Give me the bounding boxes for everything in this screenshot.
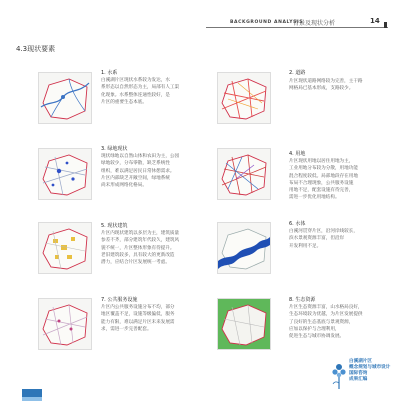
item-description [289, 78, 363, 93]
buildings-map [38, 222, 92, 274]
description-line: 片区现状道路网络较为完善，主干路 [289, 79, 363, 84]
water-system-map [38, 72, 92, 124]
item-title: 7. 公共服务设施 [101, 297, 138, 303]
logo-line: 白溪湖片区 [349, 359, 372, 364]
description-line: 貌不统一，片区整体形象有待提升。 [101, 245, 175, 251]
description-line: 应加以保护与合理利用， [289, 326, 340, 332]
description-line: 片区现状用地以居住用地为主， [289, 159, 354, 164]
water-body-map [217, 222, 271, 274]
description-line: 化现象。水系整体连通性较好，是 [101, 92, 170, 98]
description-line: 布局不合理现象，公共服务设施 [289, 180, 354, 186]
description-line: 绿地较少，分布零散，缺乏系统性 [101, 161, 170, 167]
item-description [289, 304, 363, 340]
logo-line: 成果汇编 [349, 377, 368, 382]
item-description [101, 153, 179, 189]
flower-logo-icon [330, 361, 348, 391]
description-line: 尚未形成网络化格局。 [101, 183, 147, 189]
description-line: 老旧建筑较多，具有较大的更新改造 [101, 252, 175, 258]
item-description [101, 304, 175, 333]
description-line: 工业用地分布较为分散，用地功能 [289, 166, 358, 172]
project-logo [330, 353, 396, 403]
item-title: 1. 水系 [101, 70, 118, 76]
item-title: 3. 绿地现状 [101, 146, 128, 152]
description-line: 参差不齐，部分建筑年代较久，建筑风 [101, 238, 180, 244]
footer-accent-bar [22, 389, 42, 397]
item-description [101, 230, 179, 266]
description-line: 需进一步优化用地结构。 [289, 195, 340, 201]
item-title: 4. 用地 [289, 151, 306, 157]
item-description [101, 77, 179, 106]
header-marker [384, 22, 387, 28]
description-line: 片区生态资源丰富，山水格局良好， [289, 305, 363, 310]
description-line: 促进生态与城市协调发展。 [289, 334, 345, 340]
description-line: 片区内现状建筑以多层为主，建筑质量 [101, 231, 180, 236]
description-line: 组织，难以满足居民日常休憩需求。 [101, 168, 175, 174]
description-line: 了良好的生态基底与景观资源， [289, 319, 354, 325]
description-line: 系形态以自然形态为主，局部有人工渠 [101, 85, 180, 91]
header-english-title: BACKGROUND ANALYSIS [230, 20, 304, 25]
description-line: 开发利用不足。 [289, 243, 322, 249]
description-line: 白溪湖片区现状水系较为发达，水 [101, 78, 170, 83]
page-number: 14 [370, 17, 380, 25]
description-line: 生态环境较为优越，为片区发展提供 [289, 312, 363, 318]
description-line: 潜力，应结合片区发展统一考虑。 [101, 260, 170, 266]
logo-line: 国际咨询 [349, 371, 368, 376]
description-line: 白溪河贯穿片区，沿河岸线较长， [289, 229, 358, 234]
page-header [0, 0, 400, 30]
item-description [289, 228, 358, 250]
description-line: 滨水景观资源丰富，但沿岸 [289, 236, 345, 242]
header-chinese-title: 背景及现状分析 [293, 20, 336, 27]
description-line: 求，需进一步完善配套。 [101, 326, 152, 332]
public-facilities-map [38, 298, 92, 350]
green-space-map [38, 148, 92, 200]
description-line: 能力有限，难以满足片区未来发展需 [101, 319, 175, 325]
description-line: 片区的重要生态本底。 [101, 99, 147, 105]
ecological-resources-map [217, 298, 271, 350]
description-line: 混合程度较低。局部地段存在用地 [289, 173, 358, 179]
description-line: 现状绿地以自然山体和农田为主，公园 [101, 154, 180, 159]
description-line: 片区内部缺乏开敞空间，绿地系统 [101, 175, 170, 181]
item-title: 5. 现状建筑 [101, 223, 128, 229]
header-rule [206, 27, 388, 28]
roads-map [217, 72, 271, 124]
item-title: 2. 道路 [289, 70, 306, 76]
logo-text [349, 359, 390, 383]
description-line: 片区内公共服务设施分布不均，部分 [101, 305, 175, 310]
item-title: 8. 生态资源 [289, 297, 316, 303]
item-title: 6. 水体 [289, 221, 306, 227]
description-line: 地区覆盖不足，设施等级偏低，服务 [101, 312, 175, 318]
section-title: 4.3现状要素 [16, 45, 56, 53]
logo-line: 概念规划与城市设计 [349, 365, 391, 370]
description-line: 用地不足，配套设施有待完善， [289, 188, 354, 194]
item-description [289, 158, 358, 202]
land-use-map [217, 148, 271, 200]
footer-accent-bar-light [22, 397, 42, 401]
description-line: 网格局已基本形成，支路较少。 [289, 86, 354, 92]
